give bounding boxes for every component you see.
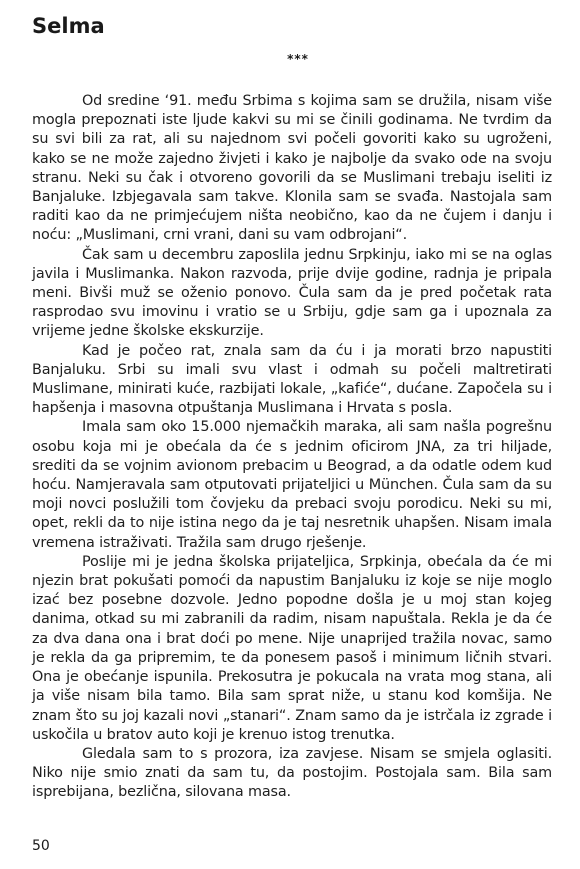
paragraph: Imala sam oko 15.000 njemačkih maraka, ali sam našla pogrešnu osobu koja mi je obećala da će s jednim oficirom JNA, za tri hiljade, srediti da se vojnim avionom prebacim u Beograd, a da odatle odem kud hoću. Namjeravala sam otputovati prijateljici u München. Čula sam da su moji novci poslužili tom čovjeku da prebaci svoju porodicu. Neki su mi, opet, rekli da to nije istina nego da je taj nesretnik uhapšen. Nisam imala vremena istraživati. Tražila sam drugo rješenje. [32,419,552,551]
paragraph: Kad je počeo rat, znala sam da ću i ja morati brzo napustiti Banjaluku. Srbi su imali svu vlast i odmah su počeli maltretirati Muslimane, minirati kuće, razbijati lokale, „kafiće“, dućane. Započela su i hapšenja i masovna otpuštanja Muslimana i Hrvata s posla. [32,342,552,417]
chapter-body [32,92,552,803]
paragraph: Gledala sam to s prozora, iza zavjese. Nisam se smjela oglasiti. Niko nije smio znati da sam tu, da postojim. Postojala sam. Bila sam isprebijana, bezlična, silovana masa. [32,745,552,801]
chapter-title: Selma [32,14,105,38]
paragraph: Od sredine ‘91. među Srbima s kojima sam se družila, nisam više mogla prepoznati iste ljude kakvi su mi se činili godinama. Ne tvrdim da su svi bili za rat, ali su najednom svi počeli govoriti kako su ugroženi, kako se ne može zajedno živjeti i kako je najbolje da svako ode na svoju stranu. Neki su čak i otvoreno govorili da se Muslimani trebaju iseliti iz Banjaluke. Izbjegavala sam takve. Klonila sam se svađa. Nastojala sam raditi kao da ne primjećujem ništa neobično, kao da ne čujem i danju i noću: „Muslimani, crni vrani, dani su vam odbrojani“. [32,93,552,244]
page-number: 50 [32,838,50,854]
paragraph: Čak sam u decembru zaposlila jednu Srpkinju, iako mi se na oglas javila i Muslimanka. Nakon razvoda, prije dvije godine, radnja je pripala meni. Bivši muž se oženio ponovo. Čula sam da je pred početak rata rasprodao svu imovinu i vratio se u Srbiju, gdje sam ga i upoznala za vrijeme jedne školske ekskurzije. [32,246,552,340]
section-separator: *** [287,52,309,66]
paragraph: Poslije mi je jedna školska prijateljica, Srpkinja, obećala da će mi njezin brat pokušati pomoći da napustim Banjaluku iz koje se nije moglo izać bez posebne dozvole. Jedno popodne došla je u moj stan kojeg danima, otkad su mi zabranili da radim, nisam napuštala. Rekla je da će za dva dana ona i brat doći po mene. Nije unaprijed tražila novac, samo je rekla da ga pripremim, te da ponesem pasoš i minimum ličnih stvari. Ona je obećanje ispunila. Prekosutra je pokucala na vrata mog stana, ali ja više nisam bila tamo. Bila sam sprat niže, u stanu kod komšija. Ne znam što su joj kazali novi „stanari“. Znam samo da je istrčala iz zgrade i uskočila u bratov auto koji je krenuo istog trenutka. [32,553,552,743]
